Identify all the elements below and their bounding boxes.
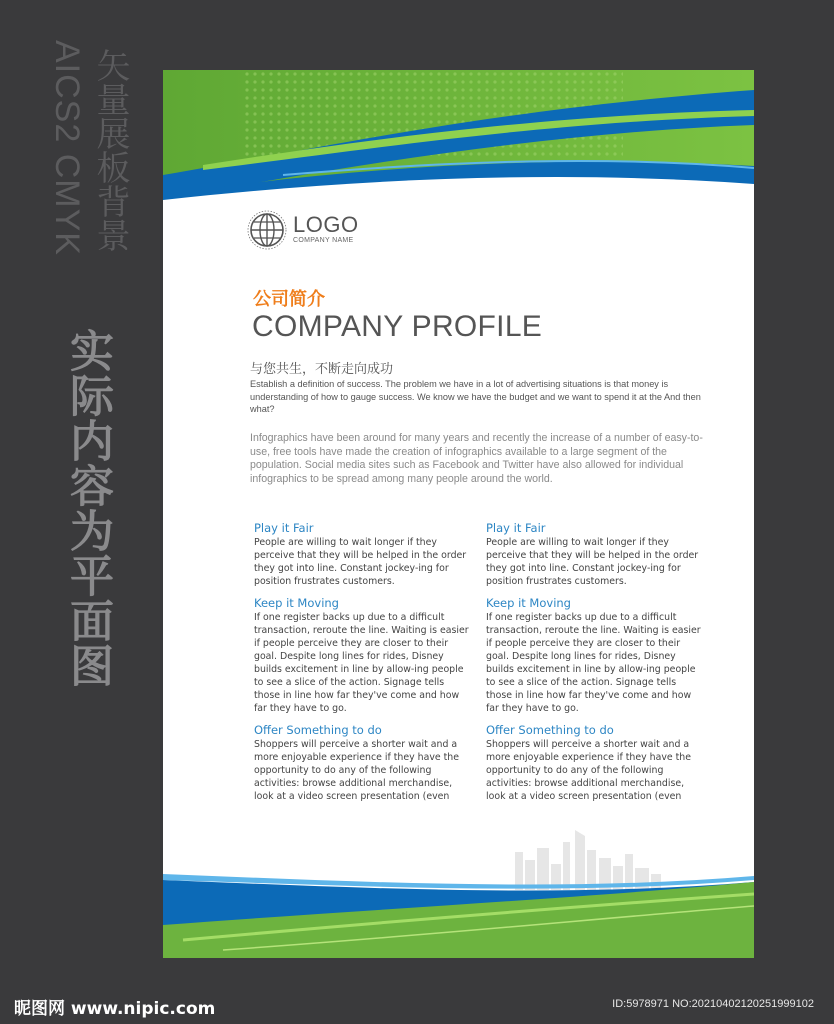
slogan: 与您共生，不断走向成功 <box>250 362 394 377</box>
section-body: If one register backs up due to a difficult transaction, reroute the line. Waiting is easier if people perceive they are closer to their goal. Despite long lines for rides, Disney builds excitement in line by allow-ing people to see a slice of the action. Signage tells those in line how far they've come and how far they have to go. <box>486 612 701 714</box>
title-cn: 公司简介 <box>253 289 325 310</box>
column-right <box>486 521 701 811</box>
company-name: COMPANY NAME <box>293 237 354 244</box>
globe-icon <box>247 210 287 250</box>
section-title: Keep it Moving <box>254 596 339 610</box>
watermark-site: 昵图网 www.nipic.com <box>14 999 216 1019</box>
logo-text: LOGO <box>293 212 359 237</box>
poster <box>163 70 754 958</box>
vertical-main-label: 实际内容为平面图 <box>62 328 113 688</box>
vertical-en-label: AICS2 CMYK <box>48 40 86 256</box>
section-title: Play it Fair <box>254 521 314 535</box>
section-body: People are willing to wait longer if they perceive that they will be helped in the order they got into line. Constant jockey-ing for position frustrates customers. <box>486 537 699 587</box>
section-body: People are willing to wait longer if they perceive that they will be helped in the order they got into line. Constant jockey-ing for position frustrates customers. <box>254 537 467 587</box>
description-paragraph: Infographics have been around for many years and recently the increase of a number of easy-to-use, free tools have made the creation of infographics available to a large segment of the population. Social media sites such as Facebook and Twitter have also allowed for individual infographics to be spread among many people around the world. <box>250 432 703 485</box>
section-title: Offer Something to do <box>254 723 382 737</box>
section-body: Shoppers will perceive a shorter wait and a more enjoyable experience if they have the opportunity to do any of the following activities: browse additional merchandise, look at a video screen presentation (even <box>486 739 692 802</box>
footer-wave-graphic <box>163 870 754 958</box>
section-body: Shoppers will perceive a shorter wait and a more enjoyable experience if they have the opportunity to do any of the following activities: browse additional merchandise, look at a video screen presentation (even <box>254 739 460 802</box>
page-title: COMPANY PROFILE <box>252 310 543 343</box>
vertical-cn-label: 矢量展板背景 <box>90 48 130 252</box>
column-left <box>254 521 469 811</box>
section-title: Offer Something to do <box>486 723 614 737</box>
header-wave-graphic <box>163 70 754 200</box>
intro-text: Establish a definition of success. The problem we have in a lot of advertising situations is that money is understanding of how to gauge success. We know we have the budget and we want to spend it at the And then what? <box>250 379 701 414</box>
watermark-id: ID:5978971 NO:20210402120251999102 <box>612 998 814 1010</box>
section-body: If one register backs up due to a difficult transaction, reroute the line. Waiting is easier if people perceive they are closer to their goal. Despite long lines for rides, Disney builds excitement in line by allow-ing people to see a slice of the action. Signage tells those in line how far they've come and how far they have to go. <box>254 612 469 714</box>
section-title: Keep it Moving <box>486 596 571 610</box>
section-title: Play it Fair <box>486 521 546 535</box>
logo <box>247 210 359 250</box>
